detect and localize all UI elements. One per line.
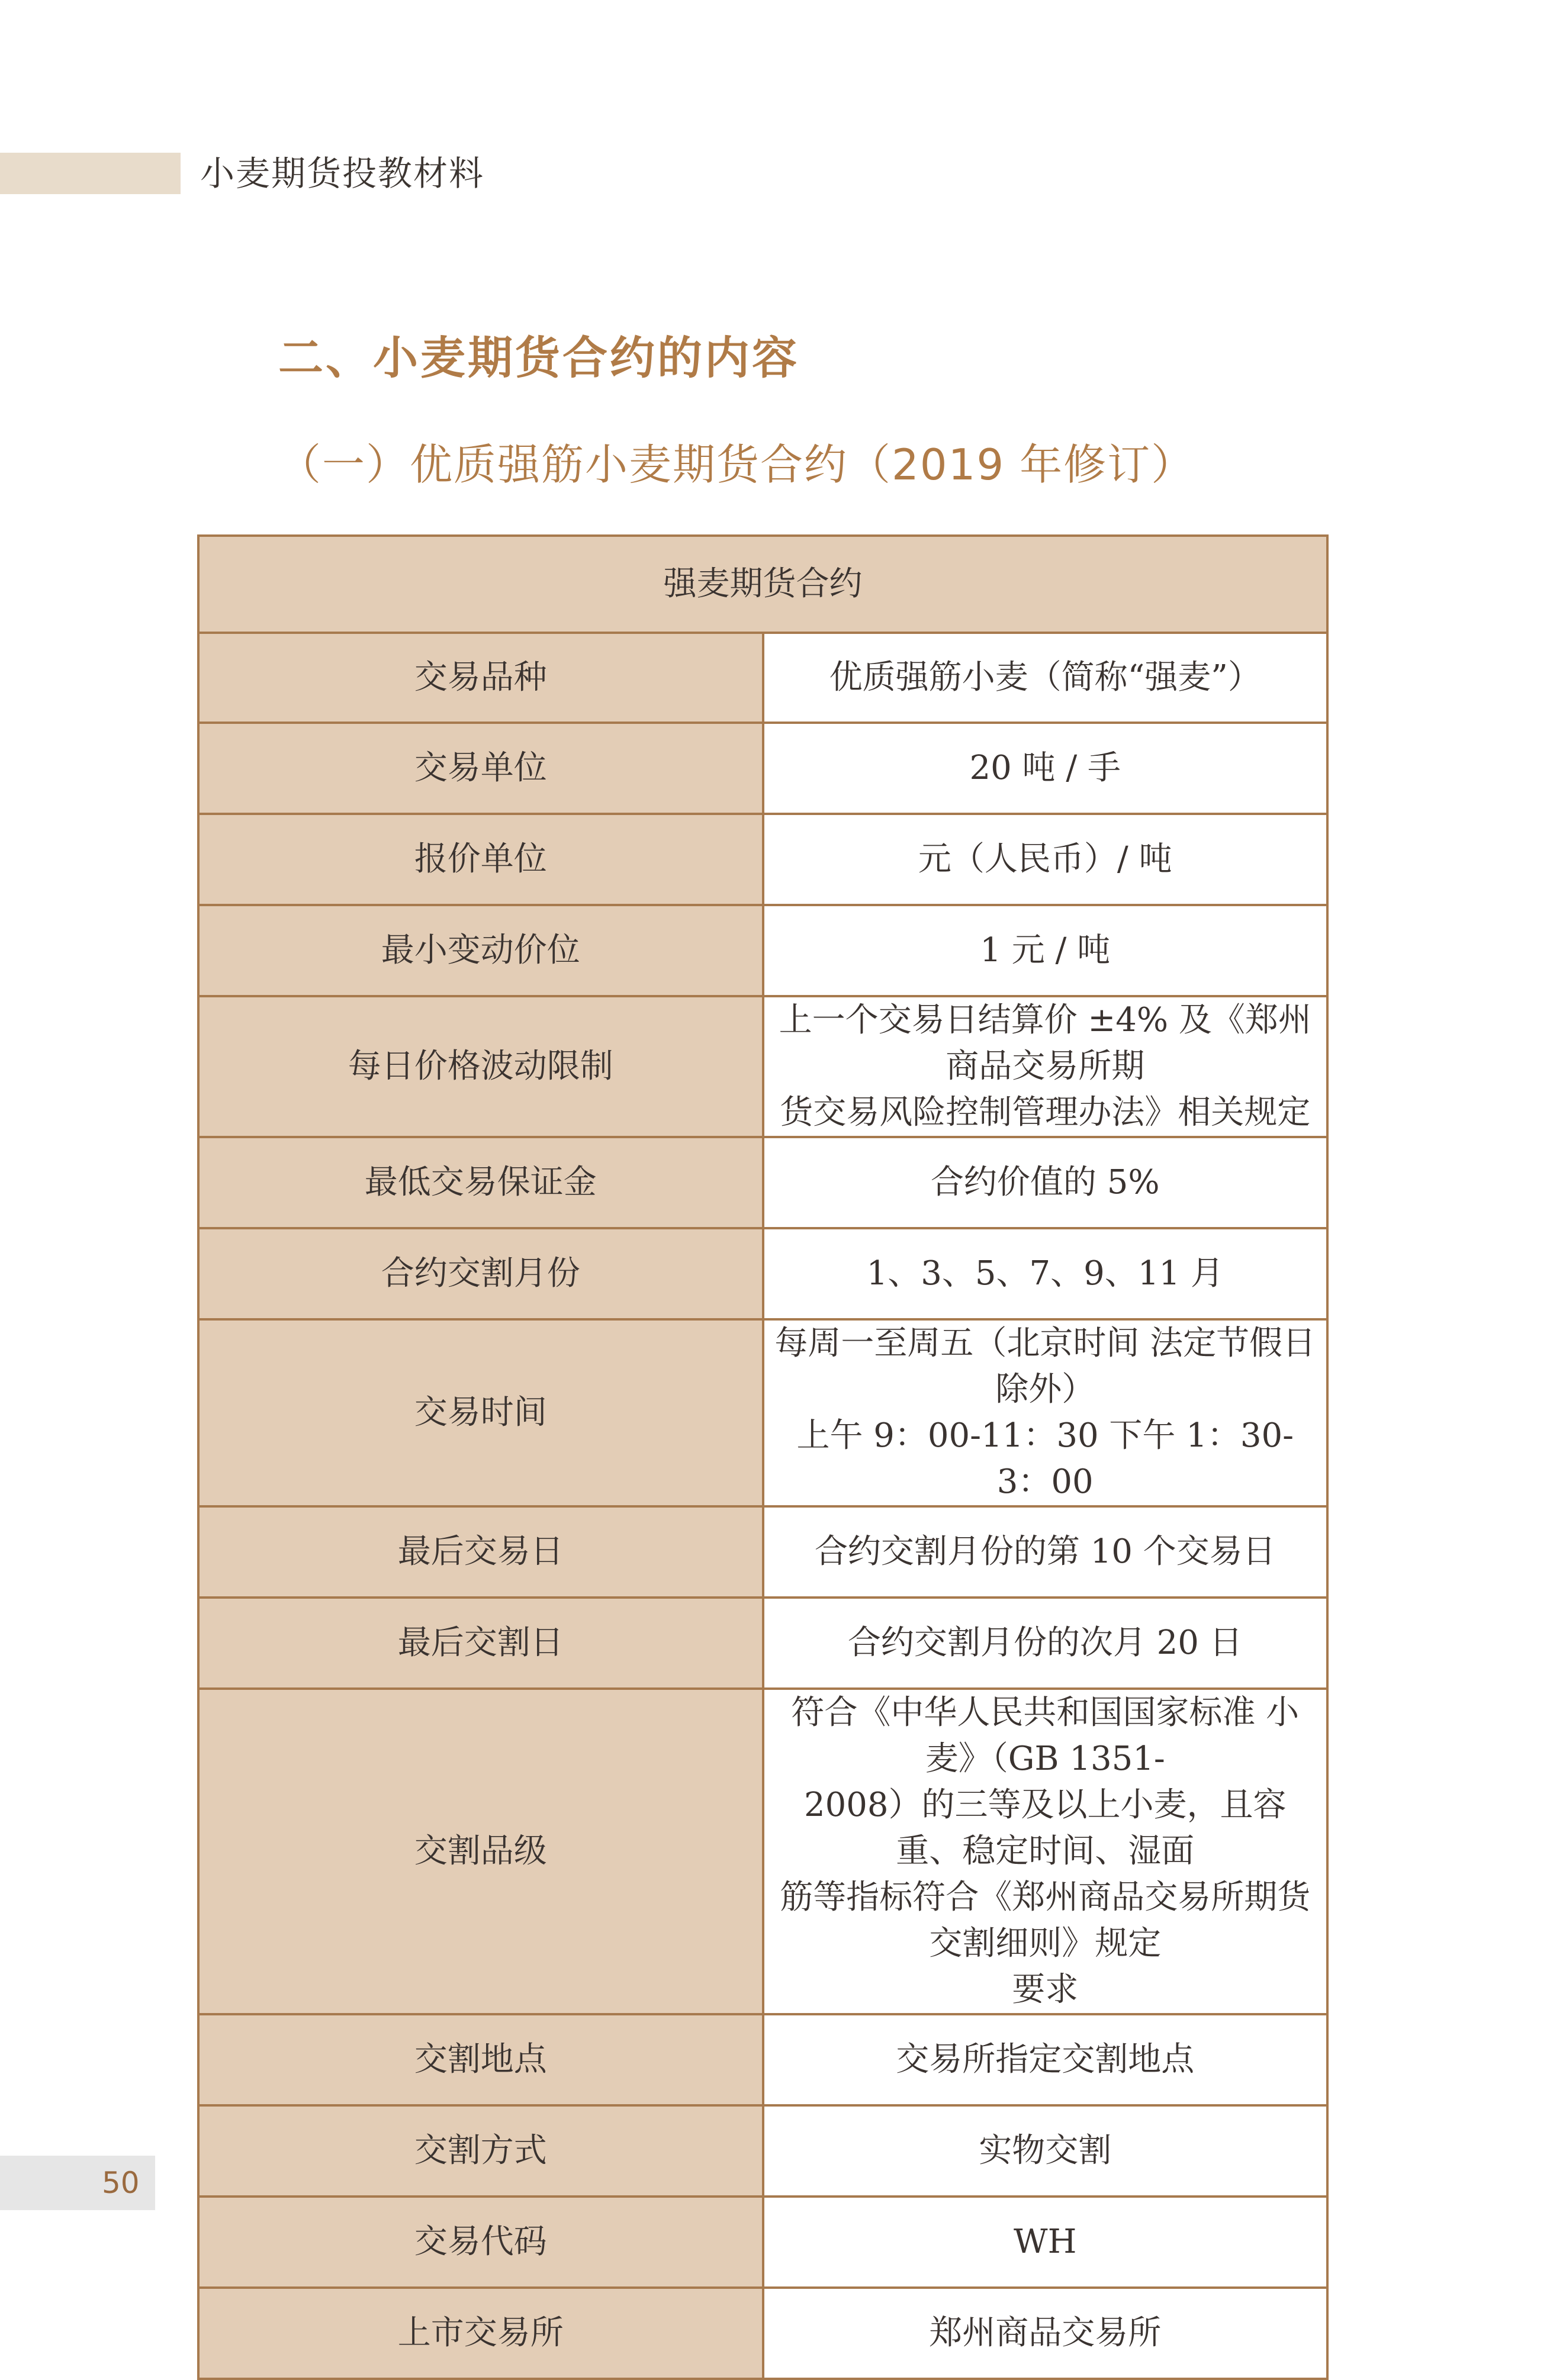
page-number: 50: [102, 2166, 140, 2200]
table-row: [198, 996, 1327, 1137]
row-value: [763, 2197, 1328, 2288]
row-label: 交割方式: [198, 2105, 763, 2197]
row-value-line: 2008）的三等及以上小麦，且容重、稳定时间、湿面: [803, 1786, 1287, 1870]
table-row: [198, 1689, 1327, 2014]
table-title: 强麦期货合约: [198, 536, 1327, 633]
row-value-line: 优质强筋小麦（简称“强麦”）: [829, 658, 1261, 697]
row-value: [763, 2288, 1328, 2379]
row-value: [763, 814, 1328, 905]
row-value: [763, 1598, 1328, 1689]
running-title: 小麦期货投教材料: [200, 153, 485, 194]
table-row: [198, 1137, 1327, 1228]
row-label: 上市交易所: [198, 2288, 763, 2379]
row-label: 交易单位: [198, 723, 763, 814]
row-value: [763, 1228, 1328, 1319]
row-value-line: 上一个交易日结算价 ±4% 及《郑州商品交易所期: [779, 1001, 1311, 1086]
row-value-line: WH: [1014, 2223, 1077, 2261]
row-label: 最低交易保证金: [198, 1137, 763, 1228]
table-row: [198, 723, 1327, 814]
table-row: [198, 2105, 1327, 2197]
row-value-line: 合约价值的 5%: [930, 1163, 1160, 1202]
section-heading: 二、小麦期货合约的内容: [278, 331, 799, 384]
row-value-line: 上午 9：00-11：30 下午 1：30-3：00: [796, 1416, 1294, 1501]
table-row: [198, 1228, 1327, 1319]
row-value-line: 每周一至周五（北京时间 法定节假日除外）: [774, 1324, 1316, 1409]
table-row: [198, 2197, 1327, 2288]
row-label: 最小变动价位: [198, 905, 763, 996]
row-value-line: 1、3、5、7、9、11 月: [866, 1254, 1224, 1293]
row-label: 每日价格波动限制: [198, 996, 763, 1137]
table-row: [198, 1506, 1327, 1598]
header-accent-bar: [0, 153, 181, 194]
row-value: [763, 1137, 1328, 1228]
row-value-line: 货交易风险控制管理办法》相关规定: [780, 1093, 1311, 1132]
row-value: [763, 1689, 1328, 2014]
row-value-line: 要求: [1012, 1970, 1079, 2009]
row-value: [763, 633, 1328, 723]
table-row: [198, 1319, 1327, 1506]
row-value: [763, 2105, 1328, 2197]
row-value-line: 合约交割月份的次月 20 日: [847, 1624, 1243, 1662]
row-value-line: 符合《中华人民共和国国家标准 小麦》（GB 1351-: [791, 1693, 1300, 1778]
row-value-line: 交易所指定交割地点: [896, 2040, 1195, 2079]
row-value-line: 合约交割月份的第 10 个交易日: [814, 1532, 1276, 1571]
row-value-line: 1 元 / 吨: [980, 931, 1111, 970]
row-value: [763, 1506, 1328, 1598]
table-title-row: [198, 536, 1327, 633]
row-label: 合约交割月份: [198, 1228, 763, 1319]
table-row: [198, 1598, 1327, 1689]
row-label: 最后交易日: [198, 1506, 763, 1598]
row-label: 最后交割日: [198, 1598, 763, 1689]
row-value: [763, 1319, 1328, 1506]
row-value-line: 郑州商品交易所: [929, 2314, 1162, 2352]
table-row: [198, 633, 1327, 723]
row-value: [763, 2014, 1328, 2105]
sub-heading: （一）优质强筋小麦期货合约（2019 年修订）: [278, 440, 1195, 489]
row-label: 交割地点: [198, 2014, 763, 2105]
table-row: [198, 814, 1327, 905]
row-label: 交割品级: [198, 1689, 763, 2014]
row-value-line: 20 吨 / 手: [969, 749, 1121, 787]
row-label: 交易代码: [198, 2197, 763, 2288]
row-value: [763, 905, 1328, 996]
contract-table: [197, 534, 1329, 2380]
row-value-line: 筋等指标符合《郑州商品交易所期货交割细则》规定: [780, 1878, 1311, 1963]
table-row: [198, 2288, 1327, 2379]
row-value: [763, 996, 1328, 1137]
row-label: 交易时间: [198, 1319, 763, 1506]
row-value-line: 实物交割: [979, 2131, 1112, 2170]
row-label: 报价单位: [198, 814, 763, 905]
row-value: [763, 723, 1328, 814]
row-label: 交易品种: [198, 633, 763, 723]
table-row: [198, 905, 1327, 996]
table-row: [198, 2014, 1327, 2105]
row-value-line: 元（人民币）/ 吨: [918, 840, 1172, 878]
